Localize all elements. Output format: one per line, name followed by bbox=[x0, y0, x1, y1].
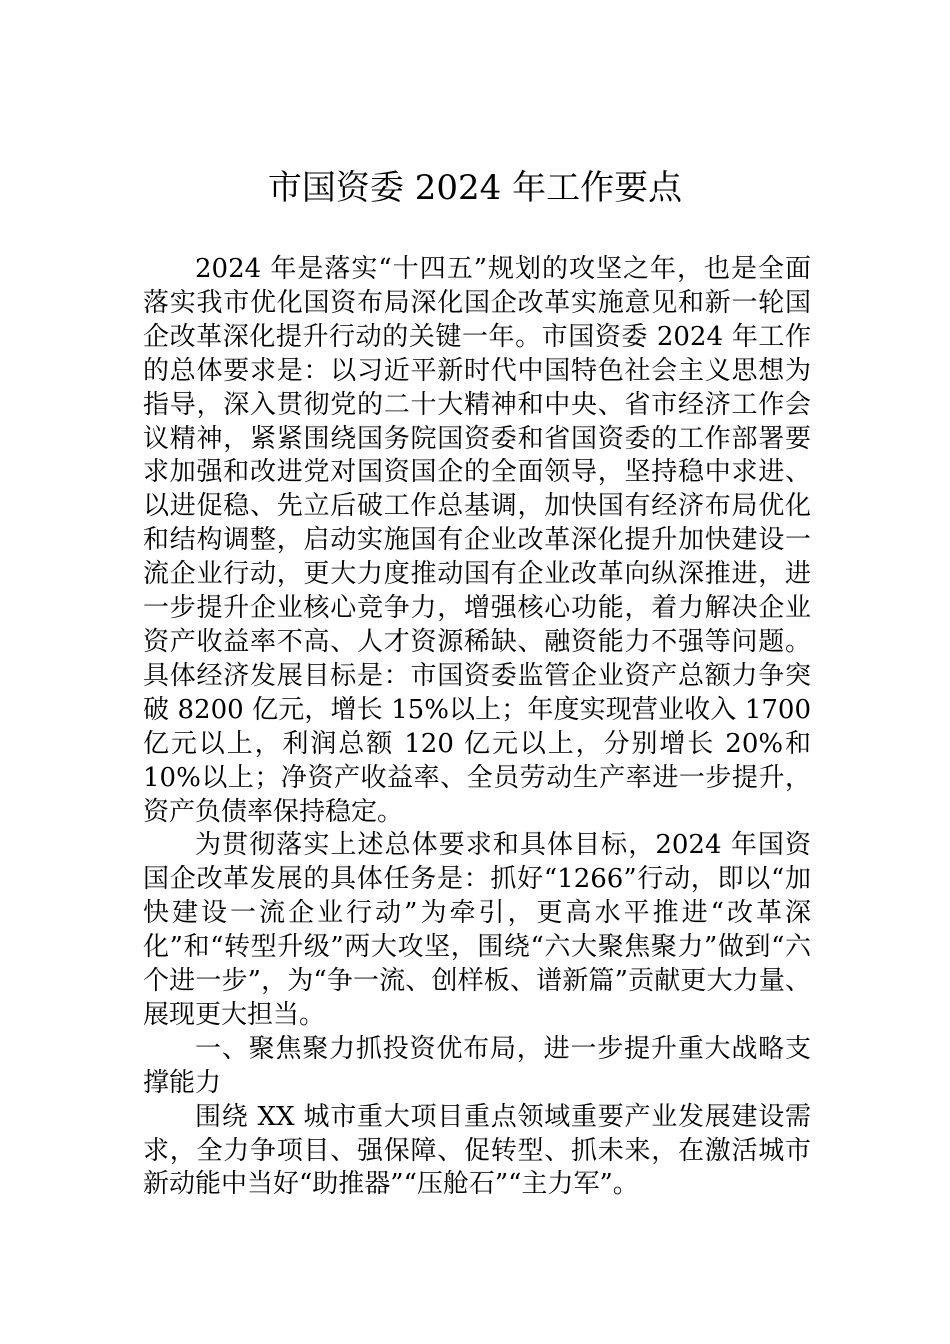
paragraph-tasks: 为贯彻落实上述总体要求和具体目标，2024 年国资国企改革发展的具体任务是：抓好“1266”行动，即以“加快建设一流企业行动”为牵引，更高水平推进“改革深化”和“转型升级”两大攻坚，围绕“六大聚焦聚力”做到“六个进一步”，为“争一流、创样板、谱新篇”贡献更大力量、展现更大担当。 bbox=[143, 830, 811, 1030]
section-heading-1: 一、聚焦聚力抓投资优布局，进一步提升重大战略支撑能力 bbox=[143, 1033, 811, 1098]
paragraph-section-1: 围绕 XX 城市重大项目重点领域重要产业发展建设需求，全力争项目、强保障、促转型、抓未来，在激活城市新动能中当好“助推器”“压舱石”“主力军”。 bbox=[143, 1101, 811, 1200]
paragraph-overview: 2024 年是落实“十四五”规划的攻坚之年，也是全面落实我市优化国资布局深化国企改革实施意见和新一轮国企改革深化提升行动的关键一年。市国资委 2024 年工作的总体要求是：以习近平新时代中国特色社会主义思想为指导，深入贯彻党的二十大精神和中央、省市经济工作会议精神，紧紧围绕国务院国资委和省国资委的工作部署要求加强和改进党对国资国企的全面领导，坚持稳中求进、以进促稳、先立后破工作总基调，加快国有经济布局优化和结构调整，启动实施国有企业改革深化提升加快建设一流企业行动，更大力度推动国有企业改革向纵深推进，进一步提升企业核心竞争力，增强核心功能，着力解决企业资产收益率不高、人才资源稀缺、融资能力不强等问题。具体经济发展目标是：市国资委监管企业资产总额力争突破 8200 亿元，增长 15%以上；年度实现营业收入 1700 亿元以上，利润总额 120 亿元以上，分别增长 20%和 10%以上；净资产收益率、全员劳动生产率进一步提升，资产负债率保持稳定。 bbox=[143, 254, 811, 827]
document-body bbox=[143, 253, 811, 1202]
document-title: 市国资委 2024 年工作要点 bbox=[267, 168, 683, 208]
